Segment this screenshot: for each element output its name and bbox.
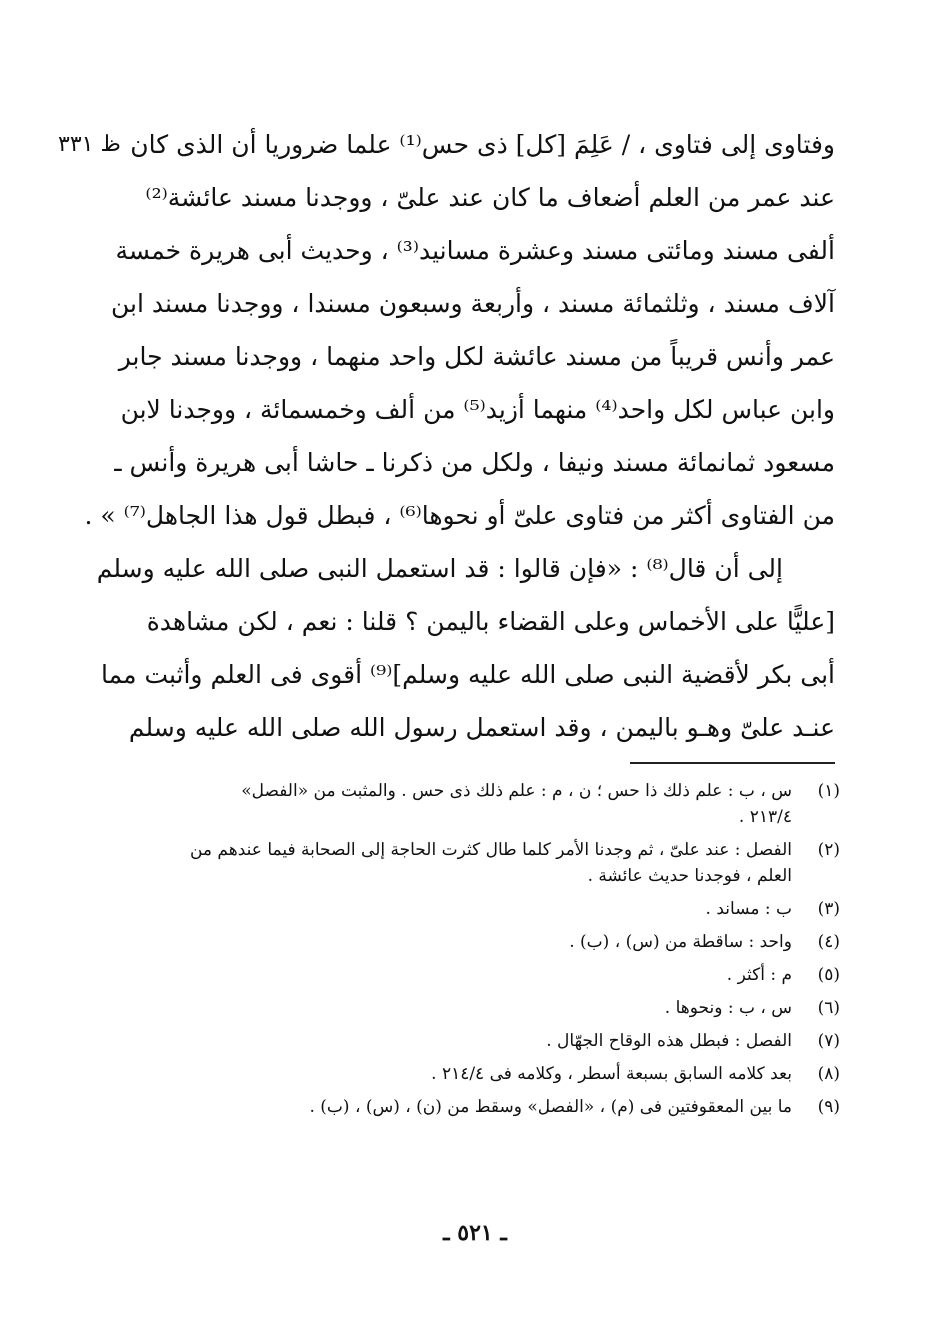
footnote-number: (٨) xyxy=(817,1064,840,1084)
footnote-line: س ، ب : علم ذلك ذا حس ؛ ن ، م : علم ذلك ذى حس . والمثبت من «الفصل» xyxy=(241,781,792,801)
footnote xyxy=(135,1061,840,1087)
main-text-line: عند عمر من العلم أضعاف ما كان عند علىّ ، ووجدنا مسند عائشة⁽²⁾ xyxy=(145,183,835,212)
footnote-line: م : أكثر . xyxy=(726,965,792,985)
footnote-text xyxy=(135,1094,792,1120)
footnote-text xyxy=(135,929,792,955)
page-number: ـ ٥٢١ ـ xyxy=(443,1220,507,1246)
main-text-line: وابن عباس لكل واحد⁽⁴⁾ منهما أزيد⁽⁵⁾ من ألف وخمسمائة ، ووجدنا لابن xyxy=(120,395,835,424)
main-text-line: آلاف مسند ، وثلثمائة مسند ، وأربعة وسبعون مسندا ، ووجدنا مسند ابن xyxy=(111,289,835,318)
footnote-text xyxy=(135,1061,792,1087)
main-text-line: [عليًّا على الأخماس وعلى القضاء باليمن ؟ قلنا : نعم ، لكن مشاهدة xyxy=(146,607,835,636)
footnote xyxy=(135,995,840,1021)
footnote-line: العلم ، فوجدنا حديث عائشة . xyxy=(587,866,792,886)
margin-manuscript-reference: ظ ٣٣١ xyxy=(58,132,121,157)
main-text-line: عمر وأنس قريباً من مسند عائشة لكل واحد منهما ، ووجدنا مسند جابر xyxy=(118,342,835,371)
footnote-number: (٣) xyxy=(817,899,840,919)
footnote-number: (٤) xyxy=(817,932,840,952)
footnotes-section xyxy=(135,778,840,1127)
footnote-text xyxy=(135,896,792,922)
footnote-line: ما بين المعقوفتين فى (م) ، «الفصل» وسقط من (ن) ، (س) ، (ب) . xyxy=(309,1097,792,1117)
footnote-text xyxy=(135,995,792,1021)
footnote-text xyxy=(135,778,792,830)
footnote xyxy=(135,1094,840,1120)
footnote-line: الفصل : عند علىّ ، ثم وجدنا الأمر كلما طال كثرت الحاجة إلى الصحابة فيما عندهم من xyxy=(189,840,792,860)
footnote-divider xyxy=(630,762,835,764)
footnote-line: ب : مساند . xyxy=(705,899,792,919)
footnote-line: ٢١٣/٤ . xyxy=(738,807,792,827)
footnote-number: (٩) xyxy=(817,1097,840,1117)
footnote-number: (٦) xyxy=(817,998,840,1018)
footnote-line: س ، ب : ونحوها . xyxy=(664,998,792,1018)
footnote xyxy=(135,837,840,889)
footnote-number: (٢) xyxy=(817,840,840,860)
main-text-line: من الفتاوى أكثر من فتاوى علىّ أو نحوها⁽⁶⁾ ، فبطل قول هذا الجاهل⁽⁷⁾ » . xyxy=(84,501,835,530)
footnote-line: بعد كلامه السابق بسبعة أسطر ، وكلامه فى ٢١٤/٤ . xyxy=(431,1064,792,1084)
footnote-number: (٧) xyxy=(817,1031,840,1051)
footnote xyxy=(135,896,840,922)
main-text-line: إلى أن قال⁽⁸⁾ : «فإن قالوا : قد استعمل النبى صلى الله عليه وسلم xyxy=(96,554,783,583)
footnote xyxy=(135,962,840,988)
footnote-number: (٥) xyxy=(817,965,840,985)
footnote xyxy=(135,929,840,955)
main-text-line: أبى بكر لأقضية النبى صلى الله عليه وسلم]⁽⁹⁾ أقوى فى العلم وأثبت مما xyxy=(101,660,835,689)
footnote-line: واحد : ساقطة من (س) ، (ب) . xyxy=(569,932,792,952)
footnote-text xyxy=(135,962,792,988)
main-text-line: عنـد علىّ وهـو باليمن ، وقد استعمل رسول الله صلى الله عليه وسلم xyxy=(128,713,835,742)
footnote-text xyxy=(135,1028,792,1054)
footnote-line: الفصل : فبطل هذه الوقاح الجهّال . xyxy=(546,1031,792,1051)
footnote-number: (١) xyxy=(817,781,840,801)
main-text-line: ألفى مسند ومائتى مسند وعشرة مسانيد⁽³⁾ ، وحديث أبى هريرة خمسة xyxy=(115,236,835,265)
footnote xyxy=(135,1028,840,1054)
main-text-line: مسعود ثمانمائة مسند ونيفا ، ولكل من ذكرنا ـ حاشا أبى هريرة وأنس ـ xyxy=(114,448,835,477)
footnote-text xyxy=(135,837,792,889)
main-text-line: وفتاوى إلى فتاوى ، / عَلِمَ [كل] ذى حس⁽¹⁾ علما ضروريا أن الذى كان xyxy=(130,130,835,159)
footnote xyxy=(135,778,840,830)
